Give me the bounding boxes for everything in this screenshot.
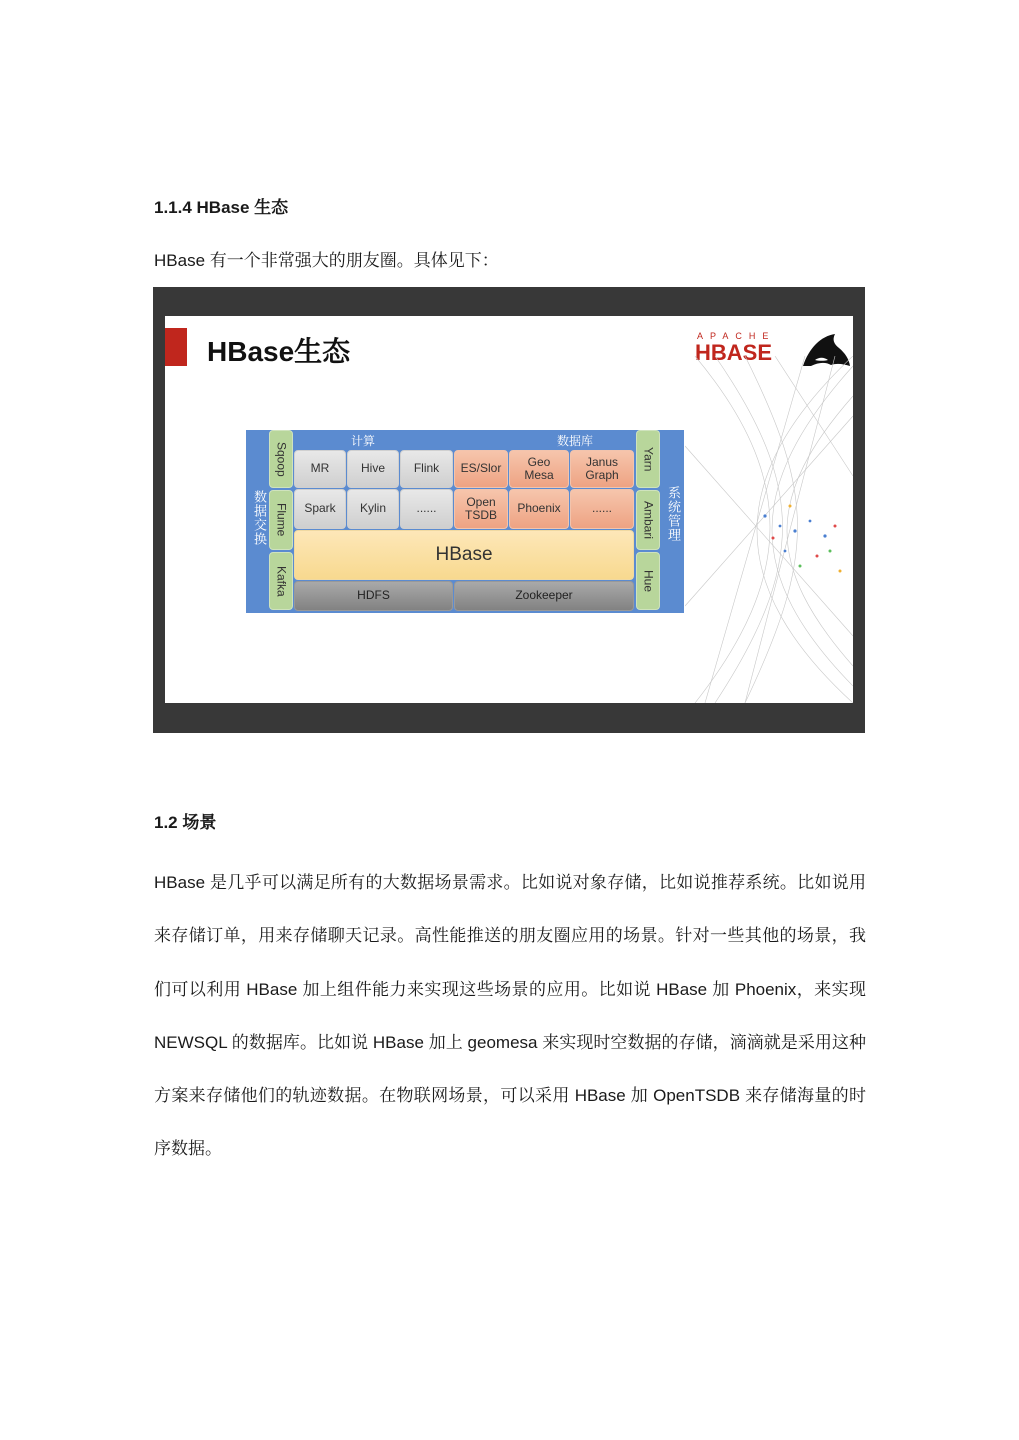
db-more: ...... (570, 489, 634, 529)
tool-ambari: Ambari (636, 490, 660, 550)
compute-mr: MR (294, 450, 346, 488)
slide-title: HBase生态 (207, 336, 351, 367)
db-janusgraph: Janus Graph (570, 450, 634, 488)
intro-paragraph: HBase 有一个非常强大的朋友圈。具体见下： (154, 251, 499, 270)
ecosystem-slide-image (153, 287, 865, 733)
tool-hue: Hue (636, 552, 660, 610)
compute-more: ...... (400, 489, 453, 529)
tool-flume: Flume (269, 490, 293, 550)
storage-zookeeper: Zookeeper (454, 581, 634, 611)
tool-sqoop: Sqoop (269, 430, 293, 488)
compute-spark: Spark (294, 489, 346, 529)
compute-kylin: Kylin (347, 489, 399, 529)
db-es-solr: ES/Slor (454, 450, 508, 488)
scenarios-paragraph: HBase 是几乎可以满足所有的大数据场景需求。比如说对象存储，比如说推荐系统。比如说用来存储订单，用来存储聊天记录。高性能推送的朋友圈应用的场景。针对一些其他的场景，我们可以利用 HBase 加上组件能力来实现这些场景的应用。比如说 HBase 加 Phoenix，来实现 NEWSQL 的数据库。比如说 HBase 加上 geomesa 来实现时空数据的存储，滴滴就是采用这种方案来存储他们的轨迹数据。在物联网场景，可以采用 HBase 加 OpenTSDB 来存储海量的时序数据。 (154, 873, 866, 1159)
db-phoenix: Phoenix (509, 489, 569, 529)
hbase-architecture-diagram (246, 430, 684, 613)
database-label: 数据库 (557, 434, 594, 448)
db-geomesa: Geo Mesa (509, 450, 569, 488)
system-management-label: 系统管理 (666, 486, 681, 542)
compute-label: 计算 (351, 434, 376, 448)
compute-hive: Hive (347, 450, 399, 488)
tool-kafka: Kafka (269, 552, 293, 610)
section-heading-scenarios: 1.2 场景 (154, 813, 217, 832)
db-opentsdb: Open TSDB (454, 489, 508, 529)
tool-yarn: Yarn (636, 430, 660, 488)
slide-canvas (165, 316, 853, 703)
section-heading: 1.1.4 HBase 生态 (154, 198, 289, 217)
title-accent-bar (165, 328, 187, 366)
compute-flink: Flink (400, 450, 453, 488)
storage-hdfs: HDFS (294, 581, 453, 611)
logo-hbase-text: HBASE (695, 340, 773, 365)
hbase-core-layer: HBase (294, 530, 634, 580)
data-exchange-label: 数据交换 (252, 490, 267, 546)
network-lines-decoration (685, 356, 853, 703)
logo-apache-text: APACHE (697, 331, 776, 341)
